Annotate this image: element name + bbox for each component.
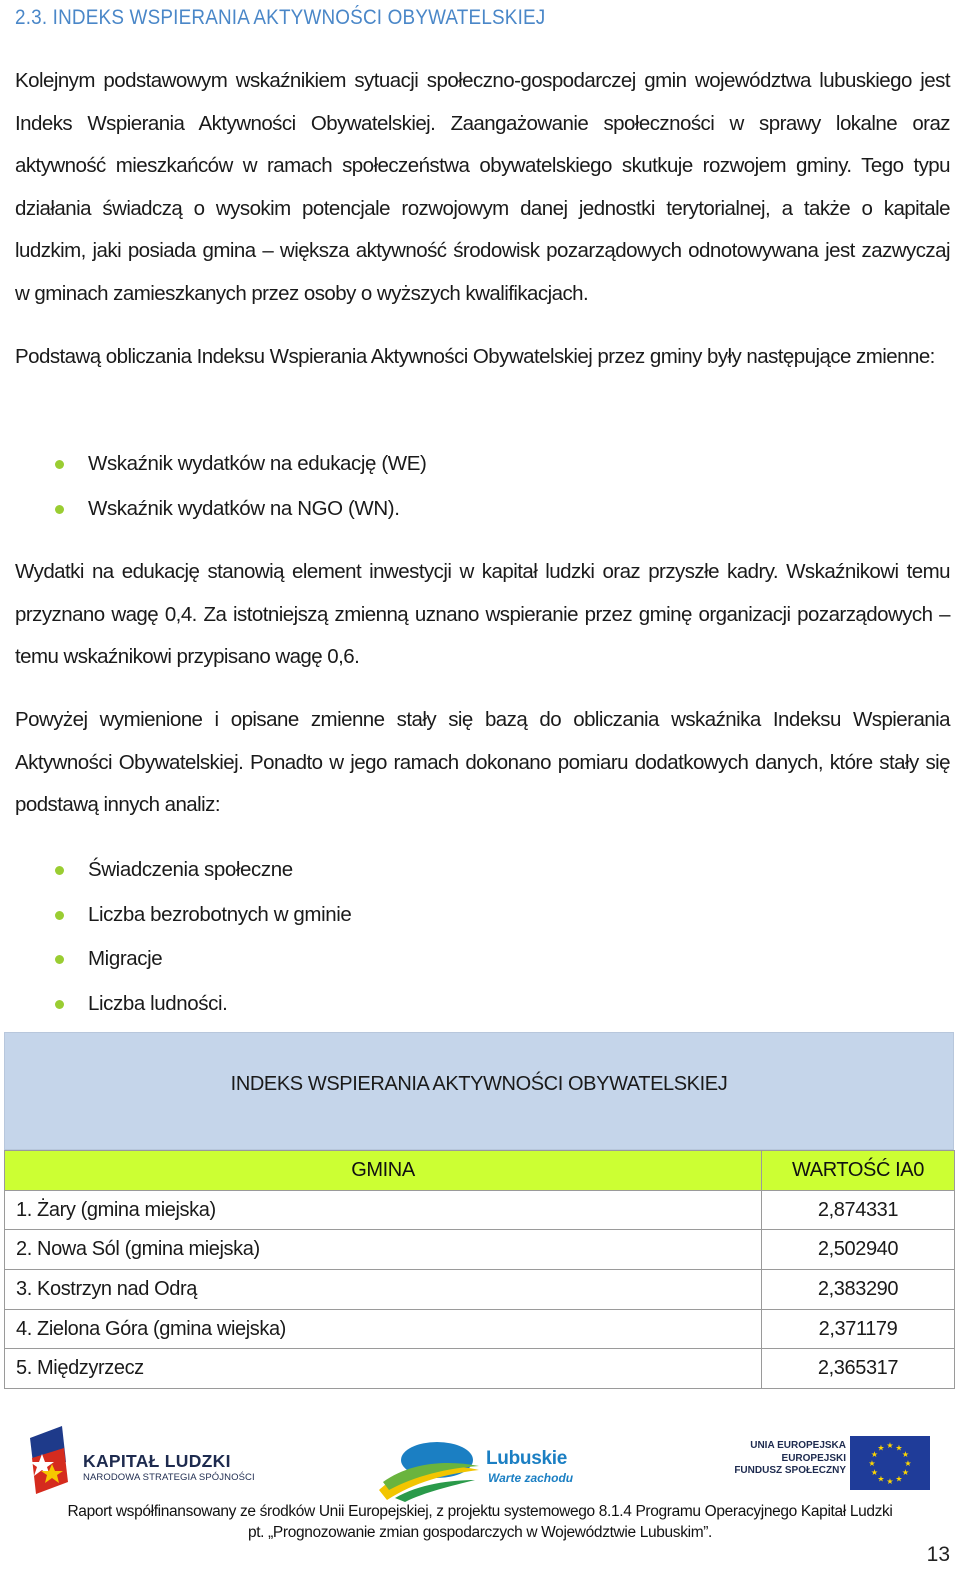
list-item (55, 937, 351, 982)
list-item (55, 487, 426, 532)
svg-text:★: ★ (886, 1441, 894, 1450)
svg-text:★: ★ (904, 1459, 912, 1468)
bullet-icon (55, 911, 64, 920)
list-item-label: Wskaźnik wydatków na edukację (WE) (88, 452, 427, 475)
svg-text:★: ★ (895, 1474, 903, 1484)
svg-text:★: ★ (901, 1468, 910, 1477)
page-number: 13 (926, 1543, 950, 1566)
paragraph-additional: Powyżej wymienione i opisane zmienne stały się bazą do obliczania wskaźnika Indeksu Wspierania Aktywności Obywatelskiej. Ponadto w jego ramach dokonano pomiaru dodatkowych danych, które stały się podstawą innych analiz: (15, 708, 950, 817)
table-title-banner (4, 1032, 954, 1150)
table-row (5, 1190, 955, 1230)
table-row (5, 1349, 955, 1389)
variables-list (55, 442, 426, 531)
cell-gmina: 1. Żary (gmina miejska) (5, 1190, 762, 1230)
svg-text:★: ★ (895, 1443, 903, 1453)
bullet-icon (55, 460, 64, 469)
svg-text:★: ★ (886, 1477, 894, 1486)
table-title: INDEKS WSPIERANIA AKTYWNOŚCI OBYWATELSKIEJ (230, 1073, 728, 1095)
footer-funding-note: Raport współfinansowany ze środków Unii Europejskiej, z projektu systemowego 8.1.4 Programu Operacyjnego Kapitał Ludzki (67, 1503, 893, 1520)
cell-value: 2,371179 (762, 1309, 955, 1349)
eu-social-fund-logo (728, 1422, 934, 1494)
list-item-label: Świadczenia społeczne (88, 858, 293, 881)
cell-value: 2,383290 (762, 1270, 955, 1310)
table-header-row (5, 1151, 955, 1191)
list-item-label: Migracje (88, 947, 163, 971)
column-header-gmina: GMINA (5, 1151, 762, 1191)
eu-logo-line: FUNDUSZ SPOŁECZNY (734, 1465, 846, 1476)
footer-project-title: pt. „Prognozowanie zmian gospodarczych w Województwie Lubuskim”. (247, 1524, 713, 1541)
bullet-icon (55, 866, 64, 875)
svg-text:★: ★ (877, 1474, 885, 1484)
additional-data-list (55, 848, 351, 1026)
list-item-label: Wskaźnik wydatków na NGO (WN). (88, 496, 400, 520)
cell-gmina: 2. Nowa Sól (gmina miejska) (5, 1230, 762, 1270)
table-row (5, 1309, 955, 1349)
table-row (5, 1230, 955, 1270)
kapital-ludzki-title: KAPITAŁ LUDZKI (83, 1451, 231, 1471)
eu-logo-line: UNIA EUROPEJSKA (750, 1440, 846, 1451)
lubuskie-title: Lubuskie (486, 1448, 568, 1469)
lubuskie-emblem-icon (375, 1440, 485, 1502)
kapital-ludzki-emblem-icon (22, 1424, 82, 1496)
svg-text:★: ★ (868, 1459, 876, 1468)
paragraph-variables: Podstawą obliczania Indeksu Wspierania Aktywności Obywatelskiej przez gminy były następujące zmienne: (15, 345, 935, 368)
paragraph-intro: Kolejnym podstawowym wskaźnikiem sytuacji społeczno-gospodarczej gmin województwa lubuskiego jest Indeks Wspierania Aktywności Obywatelskiej. Zaangażowanie społeczności w sprawy lokalne oraz aktywność mieszkańców w ramach społeczeństwa obywatelskiego skutkuje rozwojem gminy. Tego typu działania świadczą o wysokim potencjale rozwojowym danej jednostki terytorialnej, a także o kapitale ludzkim, jaki posiada gmina – większa aktywność środowisk pozarządowych odnotowywana jest zazwyczaj w gminach zamieszkanych przez osoby o wyższych kwalifikacjach. (15, 69, 950, 305)
svg-text:★: ★ (870, 1450, 879, 1459)
eu-flag-icon (850, 1436, 930, 1490)
cell-gmina: 5. Międzyrzecz (5, 1349, 762, 1389)
lubuskie-logo (375, 1440, 580, 1502)
bullet-icon (55, 1000, 64, 1009)
section-heading: 2.3. INDEKS WSPIERANIA AKTYWNOŚCI OBYWATELSKIEJ (15, 6, 546, 29)
cell-gmina: 4. Zielona Góra (gmina wiejska) (5, 1309, 762, 1349)
svg-text:★: ★ (870, 1468, 879, 1477)
cell-value: 2,874331 (762, 1190, 955, 1230)
list-item-label: Liczba ludności. (88, 991, 228, 1015)
lubuskie-subtitle: Warte zachodu (488, 1471, 574, 1485)
list-item-label: Liczba bezrobotnych w gminie (88, 902, 352, 926)
column-header-value: WARTOŚĆ IA0 (762, 1151, 955, 1191)
paragraph-weights: Wydatki na edukację stanowią element inwestycji w kapitał ludzki oraz przyszłe kadry. Wskaźnikowi temu przyznano wagę 0,4. Za istotniejszą zmienną uznano wspieranie przez gminę organizacji pozarządowych – temu wskaźnikowi przypisano wagę 0,6. (15, 560, 950, 669)
cell-value: 2,365317 (762, 1349, 955, 1389)
svg-text:★: ★ (901, 1450, 910, 1459)
ranking-table (4, 1150, 955, 1389)
cell-value: 2,502940 (762, 1230, 955, 1270)
kapital-ludzki-subtitle: NARODOWA STRATEGIA SPÓJNOŚCI (83, 1472, 255, 1483)
bullet-icon (55, 955, 64, 964)
list-item (55, 442, 426, 487)
svg-text:★: ★ (877, 1443, 885, 1453)
eu-logo-line: EUROPEJSKI (781, 1452, 846, 1464)
list-item (55, 848, 351, 893)
cell-gmina: 3. Kostrzyn nad Odrą (5, 1270, 762, 1310)
list-item (55, 893, 351, 938)
bullet-icon (55, 505, 64, 514)
eu-logo-text (728, 1440, 846, 1478)
list-item (55, 982, 351, 1027)
table-row (5, 1270, 955, 1310)
kapital-ludzki-logo (22, 1424, 262, 1496)
